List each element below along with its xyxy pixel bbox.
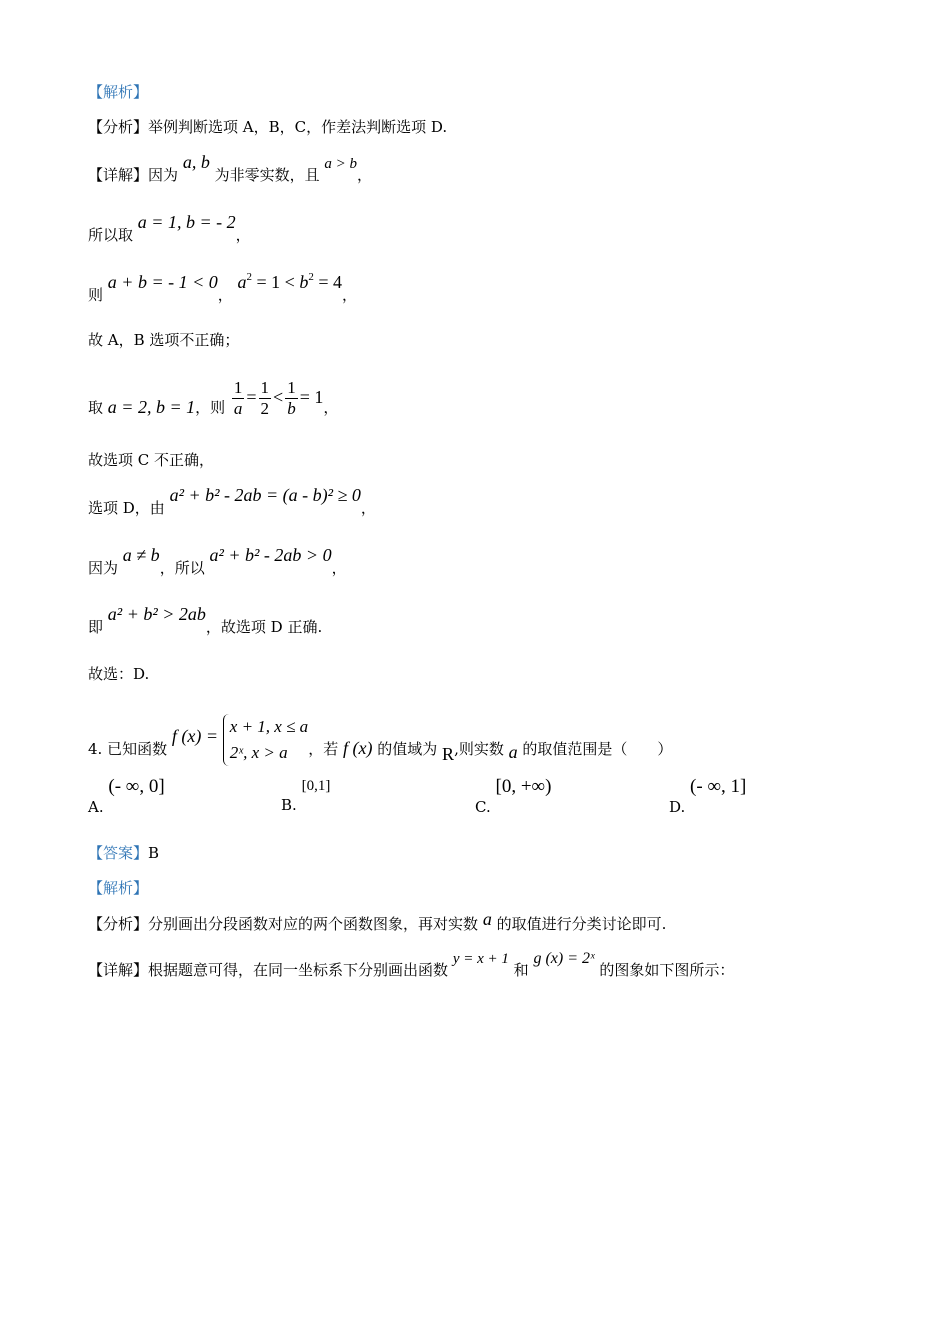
math-a1-bm2: a = 1, b = - 2	[137, 212, 236, 232]
option-c-label: C.	[475, 798, 491, 816]
math-positive: a² + b² - 2ab > 0	[209, 545, 332, 565]
option-d-text: 选项 D，由	[88, 499, 165, 517]
detail-text-3: ，	[357, 166, 373, 184]
because-comma: ，	[331, 559, 347, 577]
q4-stem	[88, 717, 673, 776]
analysis-label: 【解析】	[88, 83, 149, 101]
line-then	[88, 271, 358, 307]
q4-fenxi-text-2: 的取值进行分类讨论即可.	[496, 915, 667, 933]
option-b-value: [0,1]	[301, 778, 331, 794]
q4-detail-text-1: 根据题意可得，在同一坐标系下分别画出函数	[148, 961, 449, 979]
q4-analysis-heading	[88, 878, 148, 898]
c-incorrect-text: 故选项 C 不正确，	[88, 451, 215, 469]
q4-stem-text-3: 的值域为	[377, 740, 438, 758]
piece-2: 2ˣ, x > a	[229, 743, 288, 762]
q4-fx: f (x) =	[171, 726, 218, 746]
q4-fenxi-line	[88, 909, 667, 934]
line-c-incorrect	[88, 450, 214, 470]
detail-text-1: 因为	[148, 166, 179, 184]
q4-detail-tag: 【详解】	[88, 961, 149, 979]
math-ineq: a² + b² > 2ab	[107, 604, 206, 624]
take-then: ，则	[195, 398, 226, 417]
answer-line	[88, 843, 159, 863]
q4-math-y: y = x + 1	[452, 951, 509, 967]
q4-fenxi-tag: 【分析】	[88, 915, 149, 933]
analysis-heading	[88, 82, 148, 102]
q4-analysis-label: 【解析】	[88, 879, 149, 897]
line-ab-incorrect	[88, 330, 239, 350]
option-d-value: (- ∞, 1]	[690, 776, 747, 797]
math-identity: a² + b² - 2ab = (a - b)² ≥ 0	[169, 485, 361, 505]
q4-fenxi-text-1: 分别画出分段函数对应的两个函数图象，再对实数	[148, 915, 479, 933]
q4-stem-text-4: ,则实数	[454, 740, 504, 758]
fenxi-text: 举例判断选项 A，B，C，作差法判断选项 D.	[148, 118, 448, 136]
fenxi-tag: 【分析】	[88, 118, 149, 136]
detail-text-2: 为非零实数，且	[214, 166, 320, 184]
line-choose-values	[88, 212, 251, 245]
option-c[interactable]	[475, 776, 552, 818]
lt-sign: <	[273, 386, 284, 407]
frac-1-over-a: $\frac{1}{a}$	[233, 378, 243, 418]
math-a-gt-b: a > b	[324, 156, 358, 172]
q4-detail-line	[88, 950, 735, 981]
detail-line	[88, 152, 373, 186]
math-sum: a + b = - 1 < 0	[107, 272, 218, 292]
q4-R: R	[442, 744, 455, 764]
detail-tag: 【详解】	[88, 166, 149, 184]
then-text: 则	[88, 286, 104, 304]
option-c-value: [0, +∞)	[495, 776, 552, 797]
q4-a: a	[508, 742, 518, 762]
option-b-label: B.	[281, 796, 297, 814]
q4-fenxi-a: a	[482, 909, 492, 929]
math-a2-b1: a = 2, b = 1	[107, 396, 196, 417]
fenxi-line	[88, 117, 447, 137]
namely-text: 即	[88, 618, 104, 636]
take-comma: ，	[323, 398, 339, 417]
eq-one: = 1	[299, 386, 324, 407]
d-correct-text: ，故选项 D 正确.	[205, 618, 323, 636]
choose-comma: ，	[235, 226, 251, 244]
line-take-a2-b1	[88, 378, 339, 429]
q4-fx2: f (x)	[342, 738, 373, 758]
q4-detail-text-3: 的图象如下图所示：	[599, 961, 735, 979]
option-a-value: (- ∞, 0]	[108, 776, 165, 797]
choose-text: 所以取	[88, 226, 134, 244]
because-text: 因为	[88, 559, 119, 577]
then-comma1: ，	[217, 286, 233, 304]
q4-stem-text-1: 4. 已知函数	[88, 740, 168, 758]
option-b[interactable]	[281, 778, 331, 815]
q4-piecewise	[223, 714, 308, 766]
option-a-label: A.	[88, 798, 104, 816]
then-comma2: ，	[342, 286, 358, 304]
q4-stem-text-5: 的取值范围是（ ）	[522, 740, 673, 758]
so-text: ，所以	[159, 559, 205, 577]
option-d-comma: ，	[360, 499, 376, 517]
ab-incorrect-text: 故 A，B 选项不正确；	[88, 331, 240, 349]
option-a[interactable]	[88, 776, 165, 818]
frac-1-over-2: $\frac{1}{2}$	[260, 378, 270, 418]
line-because	[88, 545, 347, 578]
q4-math-g: g (x) = 2ˣ	[533, 950, 595, 967]
line-namely	[88, 604, 323, 637]
piece-1: x + 1, x ≤ a	[229, 717, 309, 736]
math-a-ne-b: a ≠ b	[122, 545, 160, 565]
option-d[interactable]	[669, 776, 747, 818]
answer-tag: 【答案】	[88, 844, 149, 862]
line-option-d	[88, 485, 376, 518]
frac-1-over-b: $\frac{1}{b}$	[287, 378, 296, 418]
math-squares: $a^2 = 1 < b^2 = 4$	[237, 271, 342, 292]
line-choice-d	[88, 664, 149, 684]
q4-detail-text-2: 和	[513, 961, 529, 979]
option-d-label: D.	[669, 798, 686, 816]
take-text: 取	[88, 398, 104, 417]
eq-sign: =	[246, 386, 257, 407]
math-ab: a, b	[182, 152, 210, 172]
choice-d-text: 故选：D.	[88, 665, 150, 683]
q4-stem-text-2: ，若	[308, 740, 339, 758]
answer-value: B	[148, 844, 160, 862]
